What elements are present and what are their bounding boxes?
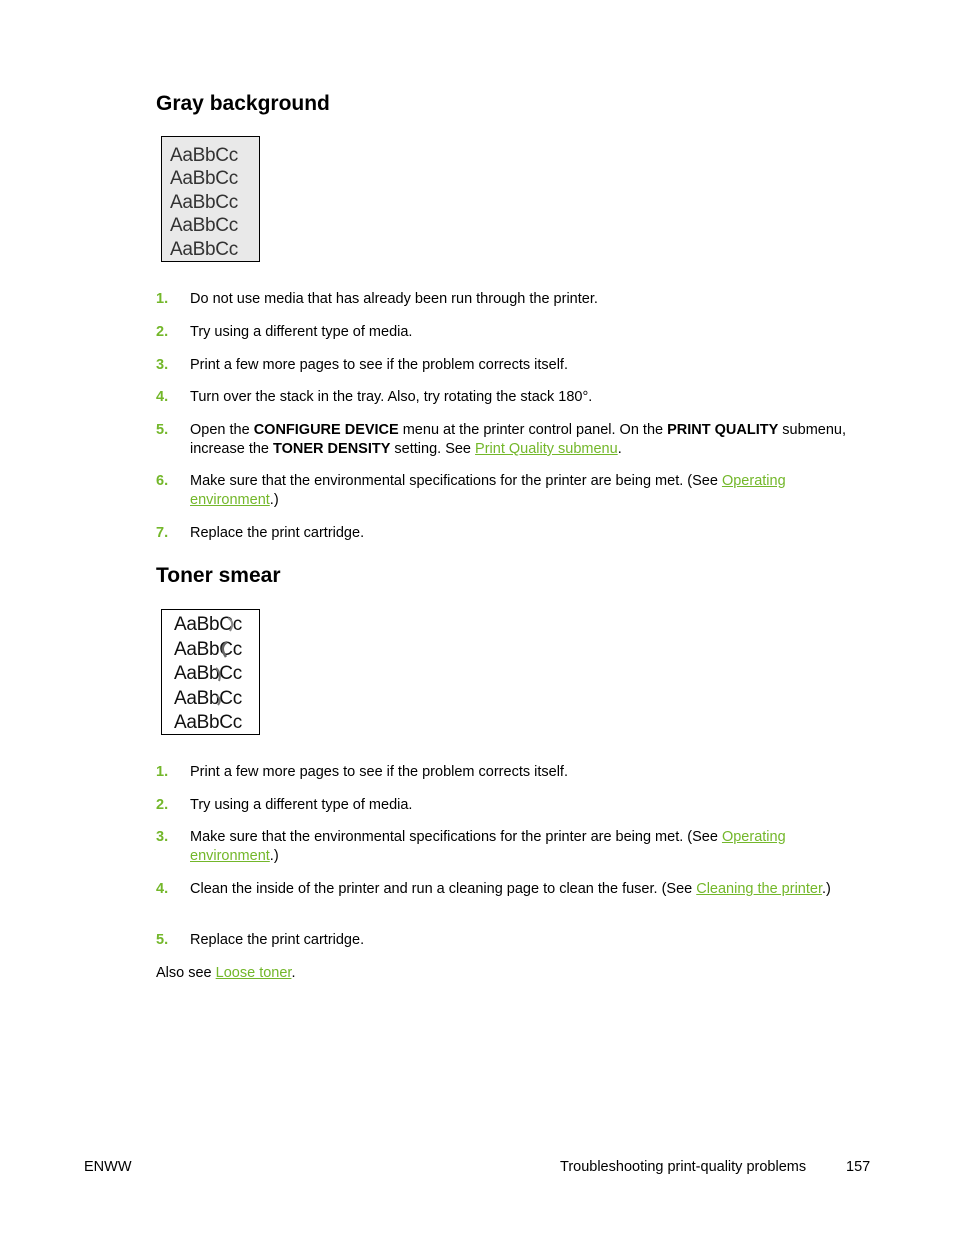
- list-item: [156, 356, 846, 388]
- list-item: [156, 880, 846, 931]
- step-number: 3.: [156, 829, 169, 845]
- step-number: 3.: [156, 357, 169, 373]
- setting-name-toner-density: TONER DENSITY: [273, 441, 391, 457]
- sample-line: AaBbCc: [170, 168, 238, 190]
- step-number: 2.: [156, 324, 169, 340]
- list-item: [156, 828, 846, 880]
- step-text: Open the CONFIGURE DEVICE menu at the printer control panel. On the PRINT QUALITY submenu, increase the TONER DENSITY setting. See Print Quality submenu.: [190, 422, 846, 457]
- smear-mark-icon: [226, 616, 236, 634]
- smear-mark-icon: [214, 665, 224, 683]
- step-number: 7.: [156, 525, 169, 541]
- menu-name-print-quality: PRINT QUALITY: [667, 422, 779, 438]
- list-item: [156, 472, 846, 524]
- link-print-quality-submenu[interactable]: Print Quality submenu: [475, 441, 618, 457]
- step-text: Do not use media that has already been run through the printer.: [190, 291, 598, 307]
- link-cleaning-the-printer[interactable]: Cleaning the printer: [696, 881, 822, 897]
- sample-line: AaBbCc: [170, 215, 238, 237]
- smear-mark-icon: [219, 641, 229, 659]
- section-toner-smear: [156, 563, 846, 981]
- step-number: 1.: [156, 764, 169, 780]
- section-gray-background: [156, 91, 846, 541]
- gray-background-steps: [156, 290, 846, 557]
- toner-smear-sample-image: [161, 609, 260, 735]
- footer-page-number: 157: [846, 1159, 871, 1175]
- step-number: 1.: [156, 291, 169, 307]
- step-number: 5.: [156, 422, 169, 438]
- sample-line: AaBbCc: [174, 712, 242, 733]
- sample-line: AaBbCc: [174, 663, 242, 684]
- list-item: [156, 421, 846, 472]
- step-number: 4.: [156, 389, 169, 405]
- step-text: Try using a different type of media.: [190, 797, 413, 813]
- link-loose-toner[interactable]: Loose toner: [215, 965, 292, 981]
- step-text: Clean the inside of the printer and run a cleaning page to clean the fuser. (See Cleaning the printer.): [190, 881, 831, 897]
- step-number: 2.: [156, 797, 169, 813]
- sample-line: AaBbCc: [174, 614, 242, 635]
- sample-line: AaBbCc: [174, 638, 242, 660]
- list-item: [156, 524, 846, 557]
- step-text: Try using a different type of media.: [190, 324, 413, 340]
- step-text: Make sure that the environmental specifications for the printer are being met. (See Operating environment.): [190, 829, 786, 864]
- step-number: 6.: [156, 473, 169, 489]
- sample-line: AaBbCc: [170, 238, 238, 260]
- step-text: Print a few more pages to see if the problem corrects itself.: [190, 764, 568, 780]
- sample-line: AaBbCc: [170, 145, 238, 166]
- heading-gray-background: Gray background: [156, 92, 330, 115]
- also-see-paragraph: Also see Loose toner.: [156, 965, 296, 981]
- toner-smear-steps: [156, 763, 846, 964]
- list-item: [156, 931, 846, 964]
- step-number: 5.: [156, 932, 169, 948]
- gray-background-sample-image: [161, 136, 260, 262]
- step-text: Print a few more pages to see if the problem corrects itself.: [190, 357, 568, 373]
- footer-left-label: ENWW: [84, 1159, 132, 1175]
- step-number: 4.: [156, 881, 169, 897]
- list-item: [156, 323, 846, 356]
- link-operating-environment[interactable]: Operating environment: [190, 473, 786, 508]
- step-text: Replace the print cartridge.: [190, 932, 365, 948]
- list-item: [156, 796, 846, 828]
- heading-toner-smear: Toner smear: [156, 564, 281, 587]
- step-text: Make sure that the environmental specifications for the printer are being met. (See Operating environment.): [190, 473, 786, 508]
- sample-line: AaBbCc: [174, 687, 242, 709]
- menu-name-configure-device: CONFIGURE DEVICE: [253, 422, 399, 438]
- link-operating-environment[interactable]: Operating environment: [190, 829, 786, 864]
- smear-mark-icon: [214, 690, 224, 708]
- step-text: Turn over the stack in the tray. Also, try rotating the stack 180°.: [190, 389, 593, 405]
- list-item: [156, 290, 846, 323]
- sample-line: AaBbCc: [170, 191, 238, 213]
- list-item: [156, 763, 846, 796]
- step-text: Replace the print cartridge.: [190, 525, 365, 541]
- footer-section-title: Troubleshooting print-quality problems: [560, 1159, 807, 1175]
- list-item: [156, 388, 846, 421]
